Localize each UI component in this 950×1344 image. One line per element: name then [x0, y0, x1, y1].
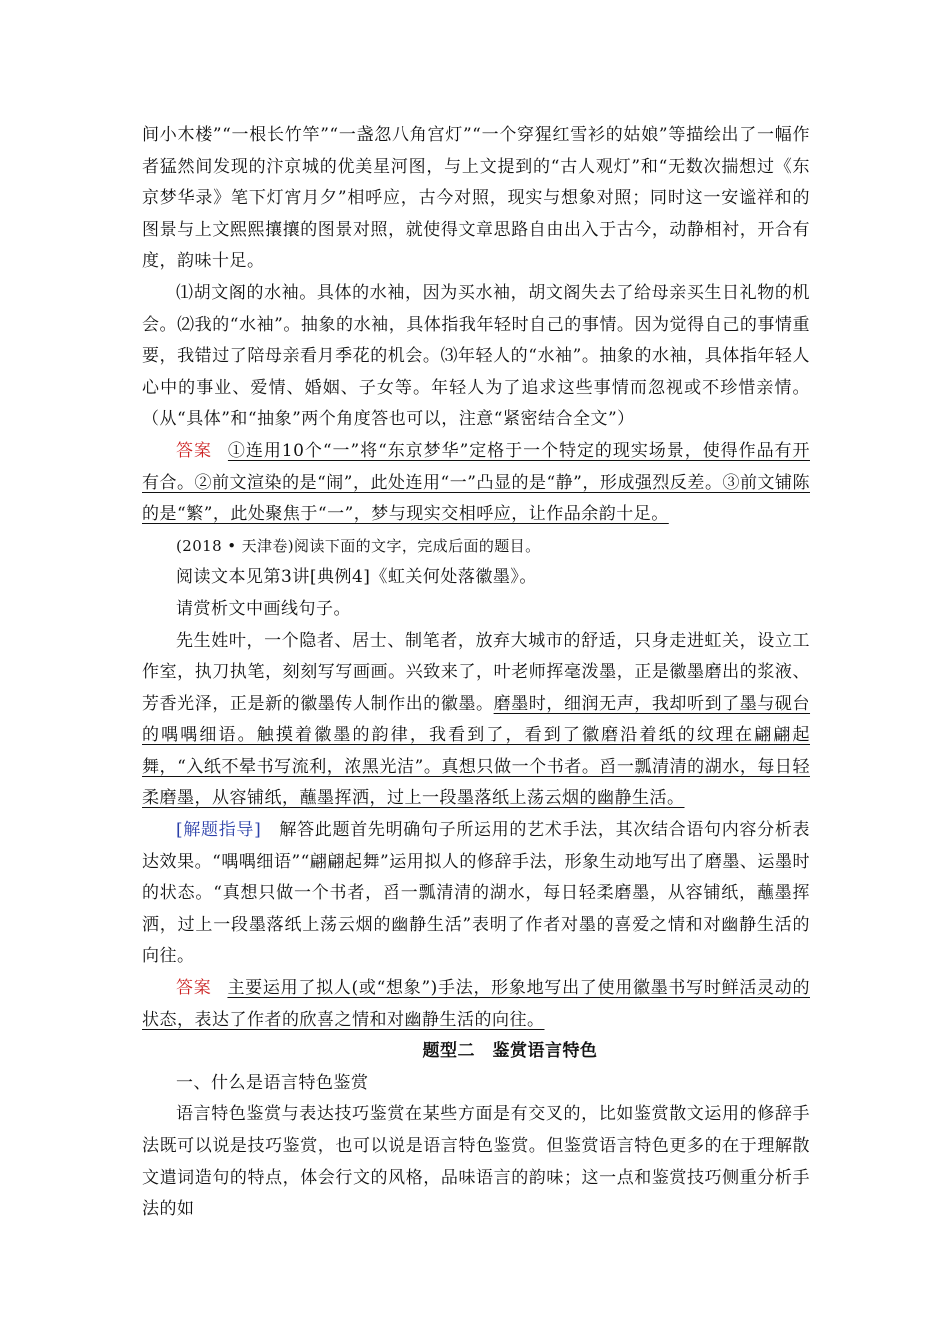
document-body	[142, 120, 810, 1226]
answer-text: ①连用10个“一”将“东京梦华”定格于一个特定的现实场景，使得作品有开有合。②前文渲染的是“闹”，此处连用“一”凸显的是“静”，形成强烈反差。③前文铺陈的是“繁”，此处聚焦于“一”，梦与现实交相呼应，让作品余韵十足。	[142, 440, 810, 525]
answer-text: 主要运用了拟人(或“想象”)手法，形象地写出了使用徽墨书写时鲜活灵动的状态，表达了作者的欣喜之情和对幽静生活的向往。	[142, 978, 810, 1030]
reading-reference: 阅读文本见第3讲[典例4]《虹关何处落徽墨》。	[176, 567, 537, 588]
section-title: 题型二 鉴赏语言特色	[422, 1041, 598, 1062]
passage-underlined-text: 磨墨时，细润无声，我却听到了墨与砚台的喁喁细语。触摸着徽墨的韵律，我看到了，看到了徽磨沿着纸的纹理在翩翩起舞，“入纸不晕书写流利，浓黑光洁”。真想只做一个书者。舀一瓢清清的湖水，每日轻柔磨墨，从容铺纸，蘸墨挥洒，过上一段墨落纸上荡云烟的幽静生活。	[142, 693, 811, 809]
passage-plain-text: 先生姓叶，一个隐者、居士、制笔者，放弃大城市的舒适，只身走进虹关，设立工作室，执刀执笔，刻刻写写画画。兴致来了，叶老师挥毫泼墨，正是徽墨磨出的浆液、芳香光泽，正是新的徽墨传人制作出的徽墨。	[142, 630, 810, 714]
subheading: 一、什么是语言特色鉴赏	[176, 1072, 369, 1093]
question-prompt: 请赏析文中画线句子。	[176, 598, 351, 619]
paragraph-language-features: 语言特色鉴赏与表达技巧鉴赏在某些方面是有交叉的，比如鉴赏散文运用的修辞手法既可以说是技巧鉴赏，也可以说是语言特色鉴赏。但鉴赏语言特色更多的在于理解散文遣词造句的特点，体会行文的风格，品味语言的韵味；这一点和鉴赏技巧侧重分析手法的如	[142, 1104, 810, 1220]
guide-text: 解答此题首先明确句子所运用的艺术手法，其次结合语句内容分析表达效果。“喁喁细语”“翩翩起舞”运用拟人的修辞手法，形象生动地写出了磨墨、运墨时的状态。“真想只做一个书者，舀一瓢清清的湖水，每日轻柔磨墨，从容铺纸，蘸墨挥洒，过上一段墨落纸上荡云烟的幽静生活”表明了作者对墨的喜爱之情和对幽静生活的向往。	[142, 820, 811, 967]
answer-label: 答案	[176, 440, 212, 461]
answer-label: 答案	[176, 978, 212, 999]
reading-passage	[142, 626, 810, 816]
paragraph-water-sleeve-answer: ⑴胡文阁的水袖。具体的水袖，因为买水袖，胡文阁失去了给母亲买生日礼物的机会。⑵我的“水袖”。抽象的水袖，具体指我年轻时自己的事情。因为觉得自己的事情重要，我错过了陪母亲看月季花的机会。⑶年轻人的“水袖”。抽象的水袖，具体指年轻人心中的事业、爱情、婚姻、子女等。年轻人为了追求这些事情而忽视或不珍惜亲情。（从“具体”和“抽象”两个角度答也可以，注意“紧密结合全文”）	[142, 282, 810, 430]
answer-block-2	[142, 973, 810, 1036]
paragraph-analysis-continued: 间小木楼”“一根长竹竿”“一盏忽八角宫灯”“一个穿猩红雪衫的姑娘”等描绘出了一幅作者猛然间发现的汴京城的优美星河图，与上文提到的“古人观灯”和“无数次揣想过《东京梦华录》笔下灯宵月夕”相呼应，古今对照，现实与想象对照；同时这一安谧祥和的图景与上文熙熙攘攘的图景对照，就使得文章思路自由出入于古今，动静相衬，开合有度，韵味十足。	[142, 125, 810, 272]
solution-guide	[142, 815, 810, 973]
question-source: (2018 • 天津卷)阅读下面的文字，完成后面的题目。	[176, 536, 541, 555]
guide-label: [解题指导]	[176, 820, 262, 841]
answer-block-1	[142, 436, 810, 531]
